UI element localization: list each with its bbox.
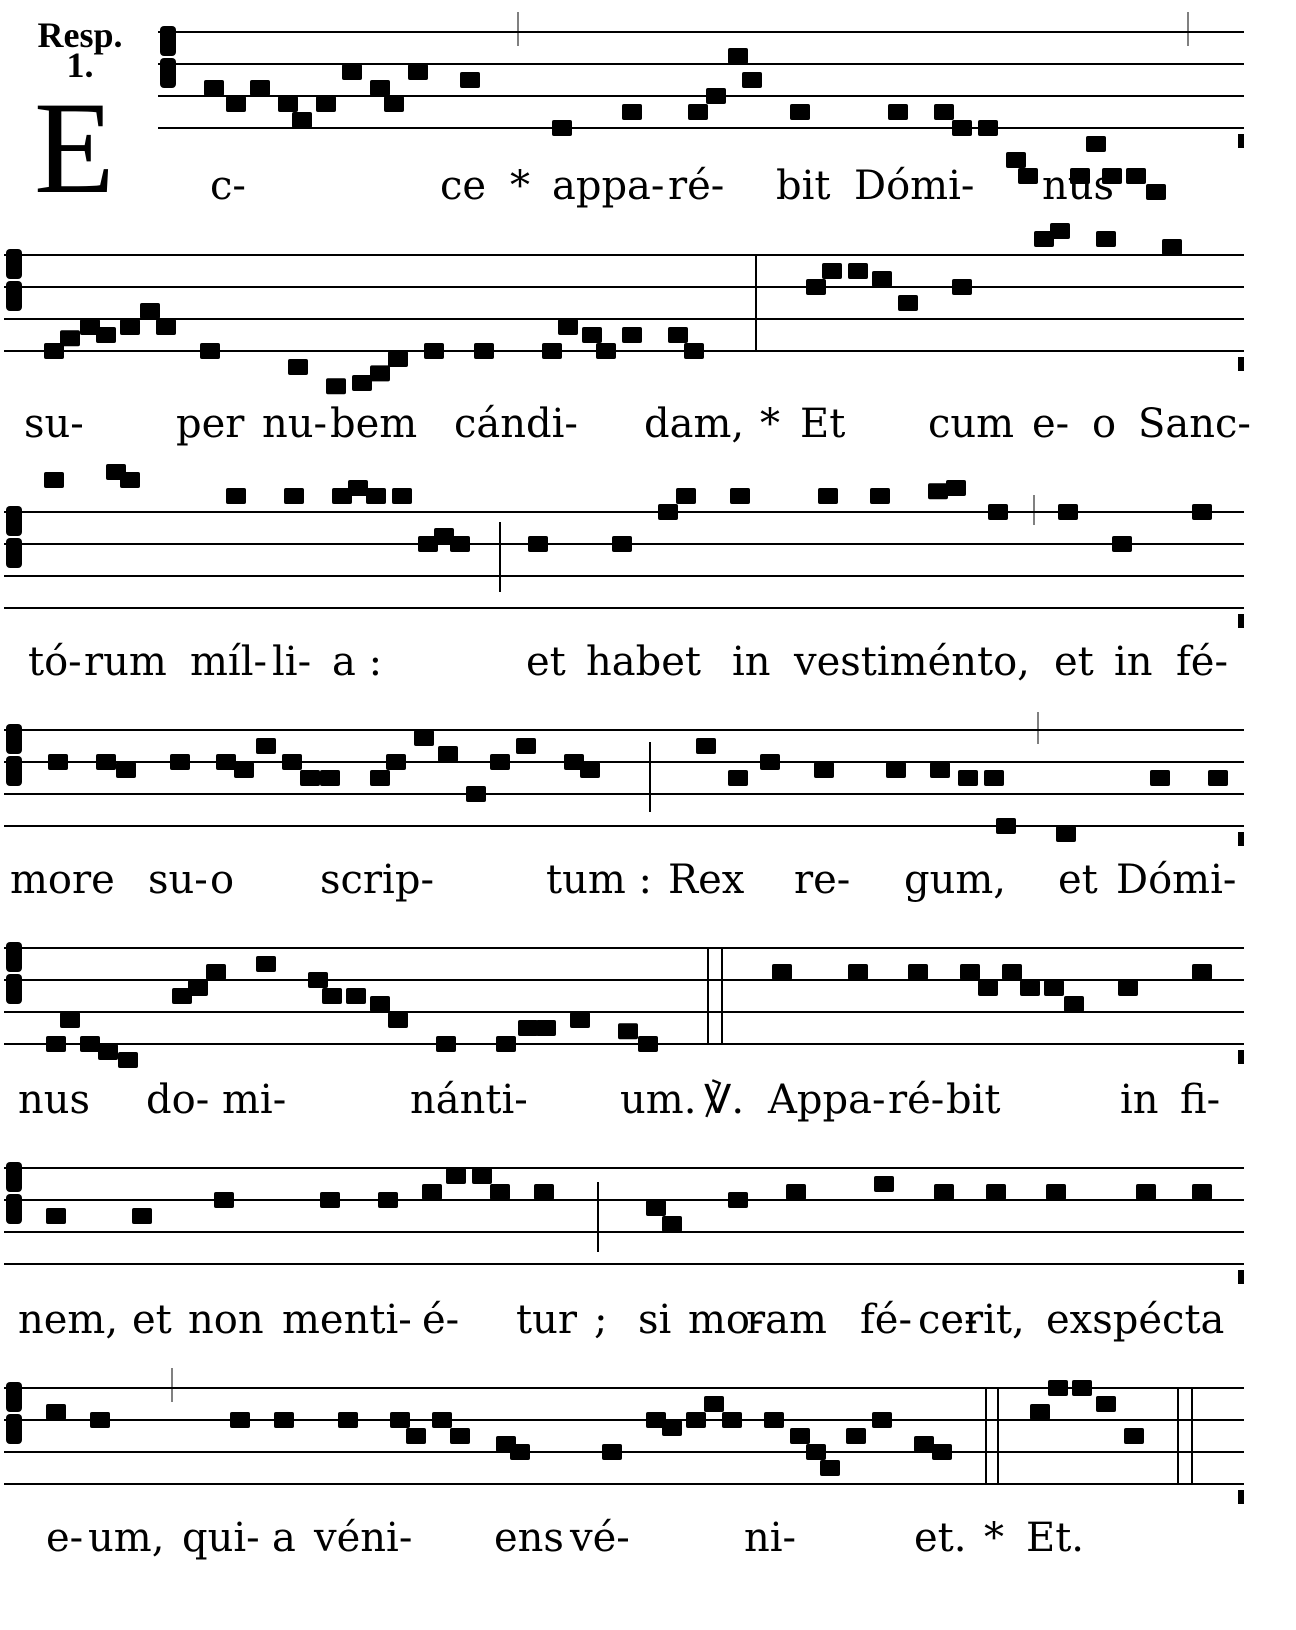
neume-note [60, 330, 80, 346]
neume-note [316, 96, 336, 112]
neume-note [1192, 1184, 1212, 1200]
syllable: cum [928, 401, 1015, 447]
neume-note [406, 1428, 426, 1444]
neume-note [188, 980, 208, 996]
neume-note [370, 770, 390, 786]
neume-note [662, 1420, 682, 1436]
neume-note [1056, 826, 1076, 842]
neume-note [1096, 231, 1116, 247]
neume-note [1118, 980, 1138, 996]
neume-note [352, 375, 372, 391]
neume-note [282, 754, 302, 770]
neume-note [952, 120, 972, 136]
neume-note [348, 480, 368, 496]
neume-note [300, 770, 320, 786]
neume-note [790, 104, 810, 120]
neume-note [786, 1184, 806, 1200]
lyric-line-5 [0, 1077, 1296, 1140]
syllable: appa- [552, 163, 665, 209]
neume-note [342, 64, 362, 80]
neume-note [914, 1436, 934, 1452]
c-clef-icon [6, 1194, 22, 1224]
neume-note [806, 1444, 826, 1460]
syllable: míl- [190, 639, 268, 685]
neume-note [848, 964, 868, 980]
custos-icon [1238, 832, 1244, 846]
neume-note [226, 488, 246, 504]
c-clef-icon [6, 1382, 22, 1412]
neume-note [80, 1036, 100, 1052]
c-clef-icon [6, 538, 22, 568]
neume-note [226, 96, 246, 112]
custos-icon [1238, 1270, 1244, 1284]
neume-note [646, 1200, 666, 1216]
neume-note [696, 738, 716, 754]
neume-note [888, 104, 908, 120]
neume-note [120, 472, 140, 488]
neume-note [116, 762, 136, 778]
neume-note [898, 295, 918, 311]
custos-icon [1238, 134, 1244, 148]
syllable: su- [24, 401, 84, 447]
neume-note [1086, 136, 1106, 152]
syllable: in [1114, 639, 1153, 685]
neume-note [996, 818, 1016, 834]
asterisk: * [760, 401, 780, 447]
neume-note [60, 1012, 80, 1028]
syllable: ce [440, 163, 487, 209]
neume-note [728, 48, 748, 64]
neume-note [386, 754, 406, 770]
neume-note [930, 762, 950, 778]
neume-note [44, 472, 64, 488]
neume-note [390, 1412, 410, 1428]
syllable: vé- [570, 1515, 630, 1561]
neume-note [392, 488, 412, 504]
neume-note [370, 365, 390, 381]
neume-note [596, 343, 616, 359]
syllable: Et. [1026, 1515, 1084, 1561]
syllable: ; [594, 1297, 608, 1343]
neume-note [706, 88, 726, 104]
neume-note [510, 1444, 530, 1460]
neume-note [120, 319, 140, 335]
neume-note [686, 1412, 706, 1428]
neume-note [874, 1176, 894, 1192]
syllable: more [10, 857, 115, 903]
syllable: o [1092, 401, 1117, 447]
neume-note [704, 1396, 724, 1412]
neume-note [118, 1052, 138, 1068]
syllable: fi- [1180, 1077, 1221, 1123]
lyric-line-3 [0, 639, 1296, 702]
syllable: o [210, 857, 235, 903]
neume-note [886, 762, 906, 778]
c-clef-icon [6, 506, 22, 536]
neume-note [200, 343, 220, 359]
neume-note [288, 359, 308, 375]
syllable: c- [210, 163, 246, 209]
responsory-label-number: 1. [66, 45, 94, 85]
syllable: tó- [28, 639, 82, 685]
syllable: exspécta [1046, 1297, 1225, 1343]
neume-note [96, 327, 116, 343]
c-clef-icon [160, 58, 176, 88]
syllable: bit [776, 163, 831, 209]
neume-note [622, 327, 642, 343]
neume-note [988, 504, 1008, 520]
c-clef-icon [6, 724, 22, 754]
neume-note [320, 1192, 340, 1208]
syllable: habet [586, 639, 701, 685]
neume-note [986, 1184, 1006, 1200]
neume-note [46, 1036, 66, 1052]
neume-note [946, 480, 966, 496]
syllable: nánti- [410, 1077, 528, 1123]
neume-note [214, 1192, 234, 1208]
syllable: fé- [860, 1297, 912, 1343]
neume-note [474, 343, 494, 359]
c-clef-icon [6, 1414, 22, 1444]
syllable: dam, [644, 401, 745, 447]
neume-note [722, 1412, 742, 1428]
neume-note [384, 96, 404, 112]
neume-note [1048, 1380, 1068, 1396]
neume-note [728, 1192, 748, 1208]
neume-note [1064, 996, 1084, 1012]
neume-note [446, 1168, 466, 1184]
neume-note [1124, 1428, 1144, 1444]
syllable: ni- [744, 1515, 797, 1561]
neume-note [1192, 964, 1212, 980]
c-clef-icon [6, 756, 22, 786]
neume-note [90, 1412, 110, 1428]
neume-note [518, 1020, 538, 1036]
syllable: tum : [546, 857, 652, 903]
syllable: gum, [904, 857, 1007, 903]
syllable: mo- [688, 1297, 764, 1343]
syllable: bem [330, 401, 418, 447]
neume-note [960, 964, 980, 980]
syllable: in [732, 639, 771, 685]
neume-note [206, 964, 226, 980]
syllable: é- [422, 1297, 460, 1343]
syllable: Dómi- [854, 163, 975, 209]
versicle-sign: ℣. [704, 1077, 745, 1123]
syllable: vestiménto, [794, 639, 1030, 685]
neume-note [432, 1412, 452, 1428]
neume-note [612, 536, 632, 552]
neume-note [326, 378, 346, 394]
syllable: per [176, 401, 245, 447]
neume-note [872, 1412, 892, 1428]
neume-note [320, 770, 340, 786]
neume-note [98, 1044, 118, 1060]
neume-note [872, 271, 892, 287]
neume-note [558, 319, 578, 335]
neume-note [366, 488, 386, 504]
neume-note [534, 1184, 554, 1200]
neume-note [978, 120, 998, 136]
syllable: mi- [222, 1077, 287, 1123]
syllable: Appa- [768, 1077, 886, 1123]
neume-note [1044, 980, 1064, 996]
neume-note [552, 120, 572, 136]
syllable: rum [84, 639, 167, 685]
lyric-line-4 [0, 857, 1296, 920]
neume-note [140, 303, 160, 319]
syllable: et [1054, 639, 1094, 685]
responsory-label-word: Resp. [37, 15, 123, 55]
neume-note [1058, 504, 1078, 520]
neume-note [256, 956, 276, 972]
neume-note [388, 351, 408, 367]
neume-note [132, 1208, 152, 1224]
neume-note [1192, 504, 1212, 520]
c-clef-icon [6, 281, 22, 311]
syllable: nus [1042, 163, 1115, 209]
neume-note [760, 754, 780, 770]
neume-note [284, 488, 304, 504]
neume-note [870, 488, 890, 504]
syllable: qui- [182, 1515, 260, 1561]
syllable: in [1120, 1077, 1159, 1123]
syllable: si [638, 1297, 672, 1343]
syllable: fé- [1176, 639, 1228, 685]
neume-note [422, 1184, 442, 1200]
neume-note [1020, 980, 1040, 996]
syllable: ce- [918, 1297, 978, 1343]
neume-note [408, 64, 428, 80]
syllable: a [272, 1515, 296, 1561]
lyric-line-1 [0, 163, 1296, 226]
neume-note [570, 1012, 590, 1028]
syllable: nem, [18, 1297, 119, 1343]
neume-note [1002, 964, 1022, 980]
neume-note [676, 488, 696, 504]
neume-note [466, 786, 486, 802]
c-clef-icon [6, 249, 22, 279]
neume-note [542, 343, 562, 359]
syllable: ens [494, 1515, 564, 1561]
neume-note [846, 1428, 866, 1444]
syllable: et [132, 1297, 172, 1343]
neume-note [978, 980, 998, 996]
neume-note [934, 104, 954, 120]
syllable: nu- [262, 401, 328, 447]
asterisk: * [510, 163, 530, 209]
neume-note [450, 1428, 470, 1444]
neume-note [450, 536, 470, 552]
neume-note [790, 1428, 810, 1444]
neume-note [250, 80, 270, 96]
neume-note [170, 754, 190, 770]
neume-note [1046, 1184, 1066, 1200]
neume-note [1208, 770, 1228, 786]
syllable: véni- [314, 1515, 413, 1561]
c-clef-icon [6, 1162, 22, 1192]
syllable: Sanc- [1138, 401, 1251, 447]
neume-note [204, 80, 224, 96]
c-clef-icon [160, 26, 176, 56]
syllable: e- [1032, 401, 1070, 447]
neume-note [932, 1444, 952, 1460]
neume-note [472, 1168, 492, 1184]
lyric-line-7 [0, 1515, 1296, 1578]
neume-note [618, 1023, 638, 1039]
lyric-line-6 [0, 1297, 1296, 1360]
neume-note [952, 279, 972, 295]
neume-note [230, 1412, 250, 1428]
neume-note [662, 1216, 682, 1232]
neume-note [822, 263, 842, 279]
neume-note [308, 972, 328, 988]
syllable: Dómi- [1116, 857, 1237, 903]
syllable: et [526, 639, 566, 685]
neume-note [96, 754, 116, 770]
neume-note [156, 319, 176, 335]
neume-note [46, 1404, 66, 1420]
neume-note [528, 536, 548, 552]
c-clef-icon [6, 942, 22, 972]
neume-note [772, 964, 792, 980]
neume-note [216, 754, 236, 770]
neume-note [256, 738, 276, 754]
neume-note [958, 770, 978, 786]
neume-note [580, 762, 600, 778]
neume-note [742, 72, 762, 88]
syllable: et. [914, 1515, 967, 1561]
neume-note [490, 1184, 510, 1200]
syllable: ram [746, 1297, 827, 1343]
syllable: bit [946, 1077, 1001, 1123]
neume-note [460, 72, 480, 88]
syllable: re- [794, 857, 851, 903]
neume-note [278, 96, 298, 112]
syllable: e- [46, 1515, 84, 1561]
neume-note [806, 279, 826, 295]
syllable: et [1058, 857, 1098, 903]
syllable: do- [146, 1077, 210, 1123]
neume-note [728, 770, 748, 786]
syllable: ré- [668, 163, 725, 209]
syllable: ré- [888, 1077, 945, 1123]
neume-note [388, 1012, 408, 1028]
neume-note [908, 964, 928, 980]
neume-note [48, 754, 68, 770]
syllable: nus [18, 1077, 91, 1123]
neume-note [688, 104, 708, 120]
neume-note [928, 483, 948, 499]
syllable: su- [148, 857, 208, 903]
neume-note [496, 1036, 516, 1052]
neume-note [1096, 1396, 1116, 1412]
lyric-line-2 [0, 401, 1296, 464]
responsory-label [28, 15, 132, 85]
neume-note [424, 343, 444, 359]
neume-note [848, 263, 868, 279]
neume-note [1136, 1184, 1156, 1200]
neume-note [322, 988, 342, 1004]
neume-note [582, 327, 602, 343]
neume-note [338, 1412, 358, 1428]
neume-note [1162, 239, 1182, 255]
neume-note [638, 1036, 658, 1052]
neume-note [274, 1412, 294, 1428]
syllable: a : [332, 639, 383, 685]
custos-icon [1238, 357, 1244, 371]
neume-note [378, 1192, 398, 1208]
neume-note [764, 1412, 784, 1428]
neume-note [1112, 536, 1132, 552]
neume-note [370, 80, 390, 96]
syllable: cándi- [454, 401, 578, 447]
syllable: um. [620, 1077, 697, 1123]
neume-note [536, 1020, 556, 1036]
neume-note [684, 343, 704, 359]
syllable: Et [800, 401, 846, 447]
neume-note [346, 988, 366, 1004]
neume-note [622, 104, 642, 120]
syllable: um, [88, 1515, 165, 1561]
neume-note [370, 996, 390, 1012]
neume-note [1072, 1380, 1092, 1396]
custos-icon [1238, 614, 1244, 628]
custos-icon [1238, 1490, 1244, 1504]
c-clef-icon [6, 974, 22, 1004]
neume-note [436, 1036, 456, 1052]
neume-note [516, 738, 536, 754]
neume-note [814, 762, 834, 778]
neume-note [984, 770, 1004, 786]
neume-note [1150, 770, 1170, 786]
initial-letter: E [34, 74, 115, 221]
neume-note [438, 746, 458, 762]
neume-note [414, 730, 434, 746]
custos-icon [1238, 1050, 1244, 1064]
neume-note [730, 488, 750, 504]
neume-note [818, 488, 838, 504]
syllable: Rex [668, 857, 745, 903]
neume-note [234, 762, 254, 778]
syllable: non [188, 1297, 264, 1343]
neume-note [668, 327, 688, 343]
neume-note [820, 1460, 840, 1476]
syllable: scrip- [320, 857, 434, 903]
syllable: menti- [282, 1297, 412, 1343]
neume-note [934, 1184, 954, 1200]
neume-note [46, 1208, 66, 1224]
neume-note [1030, 1404, 1050, 1420]
neume-note [658, 504, 678, 520]
syllable: li- [272, 639, 312, 685]
asterisk: * [984, 1515, 1004, 1561]
neume-note [292, 112, 312, 128]
syllable: rit, [964, 1297, 1025, 1343]
syllable: tur [516, 1297, 577, 1343]
neume-note [602, 1444, 622, 1460]
neume-note [490, 754, 510, 770]
